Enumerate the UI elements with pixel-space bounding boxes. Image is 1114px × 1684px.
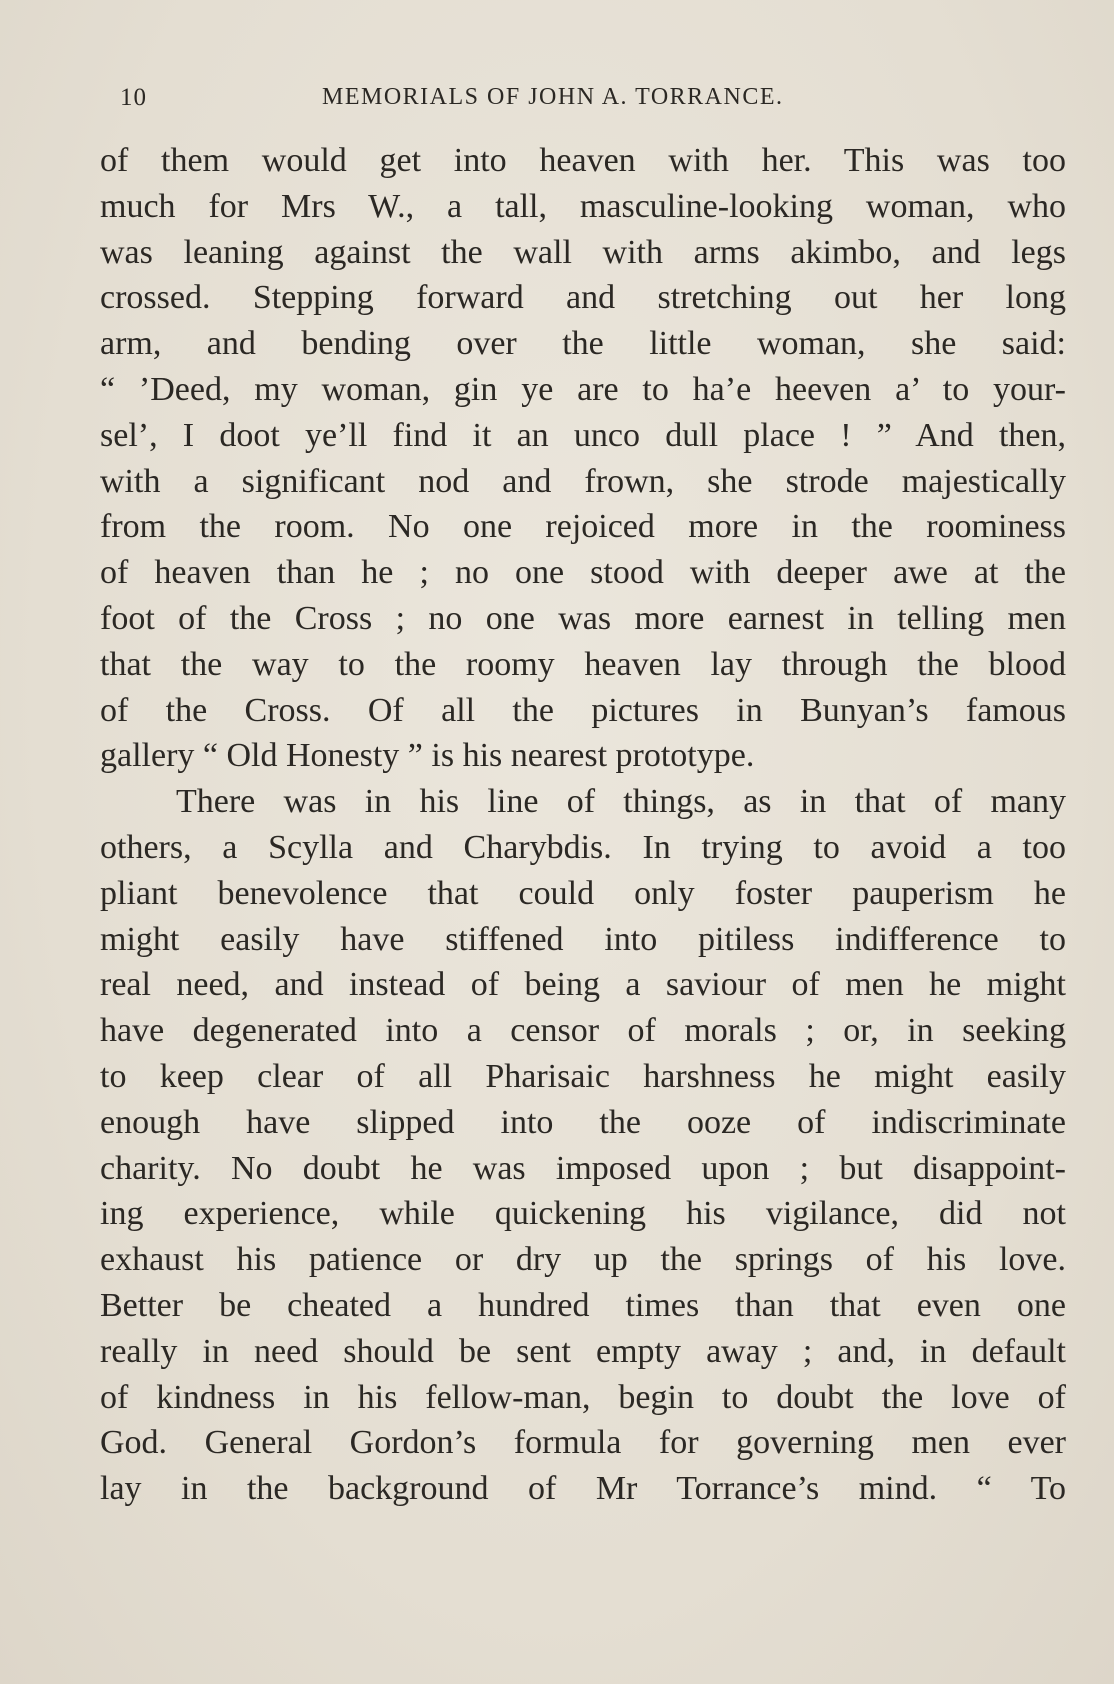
text-line: enough have slipped into the ooze of indiscriminate [100,1103,1066,1141]
text-line: foot of the Cross ; no one was more earnest in telling men [100,599,1066,637]
text-line: Better be cheated a hundred times than that even one [100,1286,1066,1324]
text-line: others, a Scylla and Charybdis. In trying to avoid a too [100,828,1066,866]
text-line: “ ’Deed, my woman, gin ye are to ha’e heeven a’ to your- [100,370,1066,408]
text-line: with a significant nod and frown, she strode majestically [100,462,1066,500]
text-line: pliant benevolence that could only foster pauperism he [100,874,1066,912]
text-line: lay in the background of Mr Torrance’s mind. “ To [100,1470,1066,1508]
text-line: crossed. Stepping forward and stretching out her long [100,279,1066,317]
text-line: of kindness in his fellow-man, begin to doubt the love of [100,1378,1066,1416]
text-line: of them would get into heaven with her. This was too [100,142,1066,179]
text-line: arm, and bending over the little woman, she said: [100,325,1066,363]
text-line: real need, and instead of being a saviour of men he might [100,966,1066,1004]
text-line: ing experience, while quickening his vigilance, did not [100,1195,1066,1233]
running-head [120,84,980,120]
text-line: much for Mrs W., a tall, masculine-looking woman, who [100,187,1066,225]
text-line: really in need should be sent empty away ; and, in default [100,1332,1066,1370]
text-line: of heaven than he ; no one stood with deeper awe at the [100,554,1066,592]
text-line: was leaning against the wall with arms akimbo, and legs [100,233,1066,271]
text-line: to keep clear of all Pharisaic harshness he might easily [100,1057,1066,1095]
text-line: of the Cross. Of all the pictures in Bunyan’s famous [100,691,1066,729]
text-line: that the way to the roomy heaven lay through the blood [100,645,1066,683]
text-line: charity. No doubt he was imposed upon ; but disappoint- [100,1149,1066,1187]
text-line: have degenerated into a censor of morals ; or, in seeking [100,1012,1066,1050]
page-number: 10 [120,84,147,111]
text-line: from the room. No one rejoiced more in the roominess [100,508,1066,546]
body-text [100,138,1066,1512]
text-line: might easily have stiffened into pitiless indifference to [100,920,1066,958]
text-line: God. General Gordon’s formula for governing men ever [100,1424,1066,1462]
paragraph-end-line: gallery “ Old Honesty ” is his nearest prototype. [100,737,755,775]
text-line: sel’, I doot ye’ll find it an unco dull place ! ” And then, [100,416,1066,454]
paragraph-start-line: There was in his line of things, as in that of many [176,783,1066,821]
text-line: exhaust his patience or dry up the springs of his love. [100,1241,1066,1279]
running-title: MEMORIALS OF JOHN A. TORRANCE. [322,84,784,110]
